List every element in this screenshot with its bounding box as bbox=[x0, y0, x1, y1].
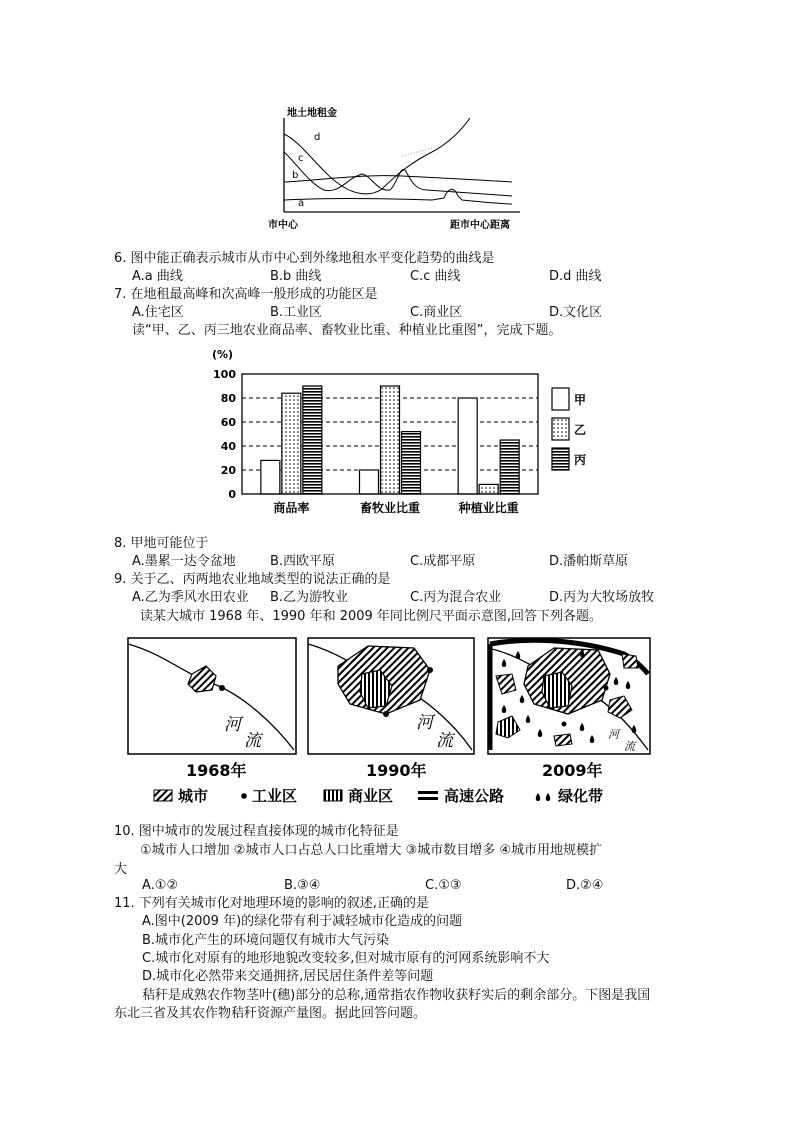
q11-option-a[interactable]: A.图中(2009 年)的绿化带有利于减轻城市化造成的问题 bbox=[142, 914, 463, 929]
curve-label-c: c bbox=[298, 153, 304, 164]
q11-option-b[interactable]: B.城市化产生的环境问题仅有城市大气污染 bbox=[142, 933, 390, 948]
chart-ylabel: (%) bbox=[212, 348, 234, 361]
legend-highway: 高速公路 bbox=[444, 787, 505, 805]
bar-丙-商品率 bbox=[303, 386, 322, 494]
bar-乙-商品率 bbox=[282, 393, 301, 494]
q9-option-b[interactable]: B.乙为游牧业 bbox=[270, 590, 349, 605]
river-label-liu-1968: 流 bbox=[244, 731, 261, 751]
legend-highway-swatch bbox=[418, 797, 438, 800]
curve-label-b: b bbox=[292, 170, 299, 181]
bar-丙-畜牧业比重 bbox=[402, 432, 421, 494]
q11-option-c[interactable]: C.城市化对原有的地形地貌改变较多,但对城市原有的河网系统影响不大 bbox=[142, 951, 550, 966]
curve-a bbox=[284, 189, 512, 204]
y-tick-label: 40 bbox=[220, 440, 236, 453]
q7-option-d[interactable]: D.文化区 bbox=[549, 305, 603, 320]
river-label-he-1968: 河 bbox=[224, 715, 241, 735]
q7-option-b[interactable]: B.工业区 bbox=[270, 305, 323, 320]
q10-statements-cont: 大 bbox=[114, 862, 128, 877]
industrial-dot-1968 bbox=[219, 685, 225, 691]
curve-d bbox=[284, 118, 470, 194]
city-growth-maps bbox=[124, 634, 654, 814]
bar-丙-种植业比重 bbox=[500, 440, 519, 494]
map-2009 bbox=[488, 638, 650, 754]
x-tick-label: 商品率 bbox=[273, 501, 310, 515]
intro-bar-chart: 读“甲、乙、丙三地农业商品率、畜牧业比重、种植业比重图”，完成下题。 bbox=[132, 323, 562, 338]
legend-swatch-乙 bbox=[552, 418, 569, 440]
q8-option-a[interactable]: A.墨累一达令盆地 bbox=[132, 554, 236, 569]
intro-straw-line2: 东北三省及其农作物秸秆资源产量图。据此回答问题。 bbox=[114, 1006, 427, 1021]
agriculture-bar-chart bbox=[200, 346, 600, 524]
q10-option-a[interactable]: A.①② bbox=[142, 878, 179, 893]
y-tick-label: 0 bbox=[228, 488, 236, 501]
rent-curve-figure bbox=[262, 104, 532, 234]
legend-city-swatch bbox=[154, 790, 172, 801]
legend-industrial-swatch bbox=[241, 793, 247, 799]
industrial-dot-1990a bbox=[427, 667, 433, 673]
q7-option-a[interactable]: A.住宅区 bbox=[132, 305, 184, 320]
q9-option-a[interactable]: A.乙为季风水田农业 bbox=[132, 590, 249, 605]
river-label-liu-1990: 流 bbox=[436, 731, 453, 751]
q8-stem: 8. 甲地可能位于 bbox=[114, 536, 209, 551]
q11-stem: 11. 下列有关城市化对地理环境的影响的叙述,正确的是 bbox=[114, 896, 429, 911]
q10-option-d[interactable]: D.②④ bbox=[566, 878, 604, 893]
map-legend bbox=[154, 787, 603, 805]
q6-option-d[interactable]: D.d 曲线 bbox=[549, 269, 602, 284]
q10-option-b[interactable]: B.③④ bbox=[284, 878, 321, 893]
legend-label-乙: 乙 bbox=[574, 423, 587, 437]
legend-city: 城市 bbox=[178, 787, 209, 805]
river-label-liu-2009: 流 bbox=[624, 740, 635, 753]
legend-label-丙: 丙 bbox=[574, 453, 587, 467]
year-label-2009: 2009年 bbox=[542, 761, 603, 780]
legend-industrial: 工业区 bbox=[252, 787, 298, 805]
fig1-xlabel-right: 距市中心距离 bbox=[450, 220, 510, 231]
fig1-xlabel-left: 市中心 bbox=[268, 220, 298, 231]
y-tick-label: 100 bbox=[213, 368, 236, 381]
curve-label-d: d bbox=[314, 132, 321, 143]
y-tick-label: 60 bbox=[220, 416, 236, 429]
fig1-ylabel: 地土地租金 bbox=[287, 108, 337, 119]
q8-option-d[interactable]: D.潘帕斯草原 bbox=[549, 554, 629, 569]
industrial-dot-1990b bbox=[383, 711, 389, 717]
q6-option-c[interactable]: C.c 曲线 bbox=[410, 269, 461, 284]
legend-commercial-swatch bbox=[324, 790, 342, 801]
legend-label-甲: 甲 bbox=[574, 393, 587, 407]
q6-option-b[interactable]: B.b 曲线 bbox=[270, 269, 322, 284]
legend-commercial: 商业区 bbox=[348, 787, 394, 805]
x-tick-label: 畜牧业比重 bbox=[359, 501, 421, 515]
q6-stem: 6. 图中能正确表示城市从市中心到外缘地租水平变化趋势的曲线是 bbox=[114, 251, 495, 266]
q7-option-c[interactable]: C.商业区 bbox=[410, 305, 463, 320]
bar-甲-种植业比重 bbox=[458, 398, 477, 494]
legend-swatch-丙 bbox=[552, 448, 569, 470]
year-label-1990: 1990年 bbox=[366, 761, 427, 780]
legend-greenbelt-swatch-b bbox=[546, 793, 551, 801]
intro-straw-line1: 秸秆是成熟农作物茎叶(穗)部分的总称,通常指农作物收获籽实后的剩余部分。下图是我国 bbox=[142, 988, 651, 1003]
q9-option-c[interactable]: C.丙为混合农业 bbox=[410, 590, 502, 605]
bar-甲-畜牧业比重 bbox=[360, 470, 379, 494]
river-label-he-1990: 河 bbox=[416, 713, 433, 733]
q8-option-c[interactable]: C.成都平原 bbox=[410, 554, 476, 569]
q9-stem: 9. 关于乙、丙两地农业地域类型的说法正确的是 bbox=[114, 572, 391, 587]
q6-option-a[interactable]: A.a 曲线 bbox=[132, 269, 183, 284]
bar-乙-种植业比重 bbox=[479, 484, 498, 494]
year-label-1968: 1968年 bbox=[186, 761, 247, 780]
y-tick-label: 80 bbox=[220, 392, 236, 405]
x-tick-label: 种植业比重 bbox=[458, 501, 519, 515]
bar-甲-商品率 bbox=[261, 460, 280, 494]
q8-option-b[interactable]: B.西欧平原 bbox=[270, 554, 336, 569]
bar-乙-畜牧业比重 bbox=[381, 386, 400, 494]
intro-city-maps: 读某大城市 1968 年、1990 年和 2009 年同比例尺平面示意图,回答下列各题。 bbox=[140, 609, 603, 624]
map-1968 bbox=[128, 638, 296, 754]
legend-greenbelt-swatch-a bbox=[536, 793, 541, 801]
q10-stem: 10. 图中城市的发展过程直接体现的城市化特征是 bbox=[114, 824, 399, 839]
q10-statements: ①城市人口增加 ②城市人口占总人口比重增大 ③城市数目增多 ④城市用地规模扩 bbox=[140, 843, 603, 858]
map-1990 bbox=[308, 638, 474, 754]
y-tick-label: 20 bbox=[220, 464, 236, 477]
q7-stem: 7. 在地租最高峰和次高峰一般形成的功能区是 bbox=[114, 287, 378, 302]
legend-swatch-甲 bbox=[552, 388, 569, 410]
q11-option-d[interactable]: D.城市化必然带来交通拥挤,居民居住条件差等问题 bbox=[142, 969, 434, 984]
q10-option-c[interactable]: C.①③ bbox=[425, 878, 462, 893]
river-label-he-2009: 河 bbox=[608, 728, 619, 741]
q9-option-d[interactable]: D.丙为大牧场放牧 bbox=[549, 590, 655, 605]
legend-greenbelt: 绿化带 bbox=[558, 787, 604, 805]
curve-label-a: a bbox=[298, 198, 305, 209]
